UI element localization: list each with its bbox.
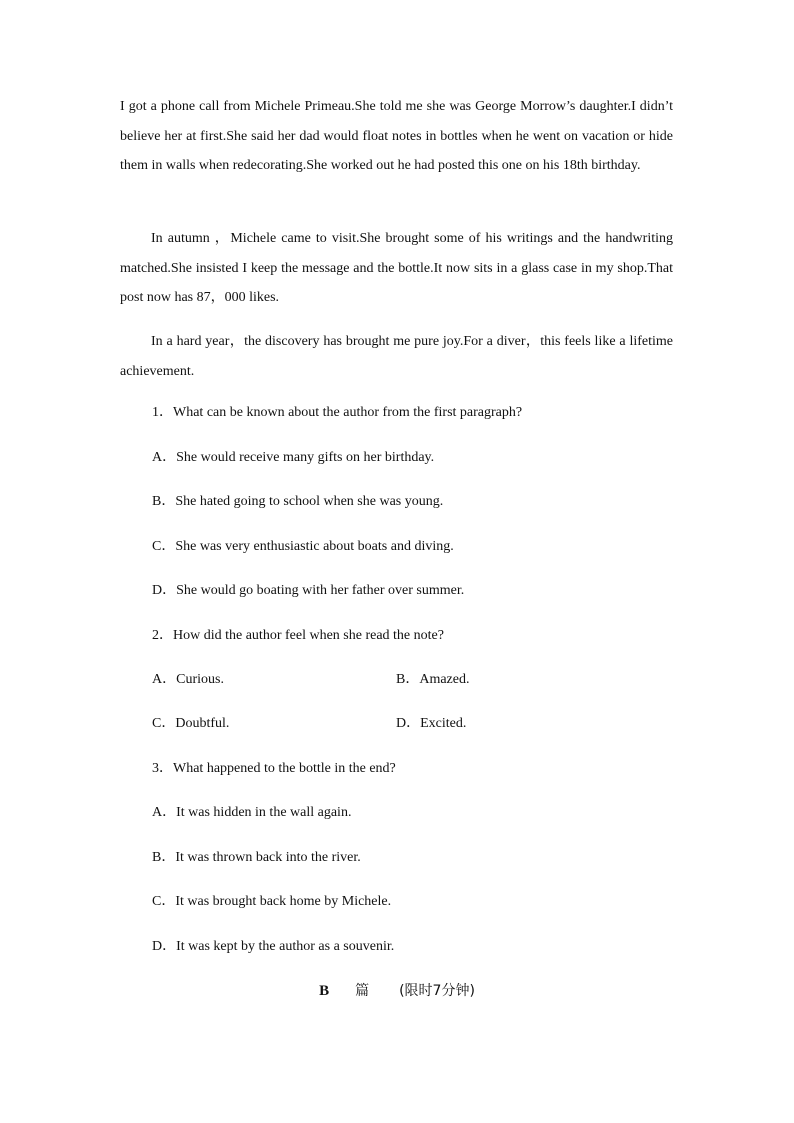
passage-paragraph-1: I got a phone call from Michele Primeau.She told me she was George Morrow’s daughter.I didn’t believe her at first.She said her dad would float notes in bottles when he went on vacation or hide them in walls when redecorating.She worked out he had posted this one on his 18th birthday. xyxy=(120,99,673,173)
question-stem: 2．How did the author feel when she read the note? xyxy=(152,628,444,643)
option-d: D．She would go boating with her father over summer. xyxy=(152,583,465,598)
option-c: C．It was brought back home by Michele. xyxy=(152,894,392,909)
option-c: C．Doubtful. xyxy=(152,716,230,731)
option-b: B．Amazed. xyxy=(396,672,470,687)
option-d: D．Excited. xyxy=(396,716,467,731)
section-label: 篇 xyxy=(355,983,370,999)
section-time-limit: (限时7分钟) xyxy=(399,983,475,999)
option-a: A．It was hidden in the wall again. xyxy=(152,805,352,820)
passage-paragraph-3: In a hard year，the discovery has brought me pure joy.For a diver，this feels like a lifetime achievement. xyxy=(120,334,673,379)
option-a: A．Curious. xyxy=(152,672,224,687)
section-letter: B xyxy=(319,983,330,999)
passage-paragraph-2: In autumn ，Michele came to visit.She brought some of his writings and the handwriting matched.She insisted I keep the message and the bottle.It now sits in a glass case in my shop.That post now has 87，000 likes. xyxy=(120,231,673,305)
option-b: B．She hated going to school when she was young. xyxy=(152,494,444,509)
option-d: D．It was kept by the author as a souvenir. xyxy=(152,939,395,954)
option-c: C．She was very enthusiastic about boats and diving. xyxy=(152,539,454,554)
option-a: A．She would receive many gifts on her birthday. xyxy=(152,450,435,465)
question-stem: 3．What happened to the bottle in the end? xyxy=(152,761,396,776)
section-heading xyxy=(0,980,794,1002)
option-b: B．It was thrown back into the river. xyxy=(152,850,361,865)
question-stem: 1．What can be known about the author from the first paragraph? xyxy=(152,405,523,420)
